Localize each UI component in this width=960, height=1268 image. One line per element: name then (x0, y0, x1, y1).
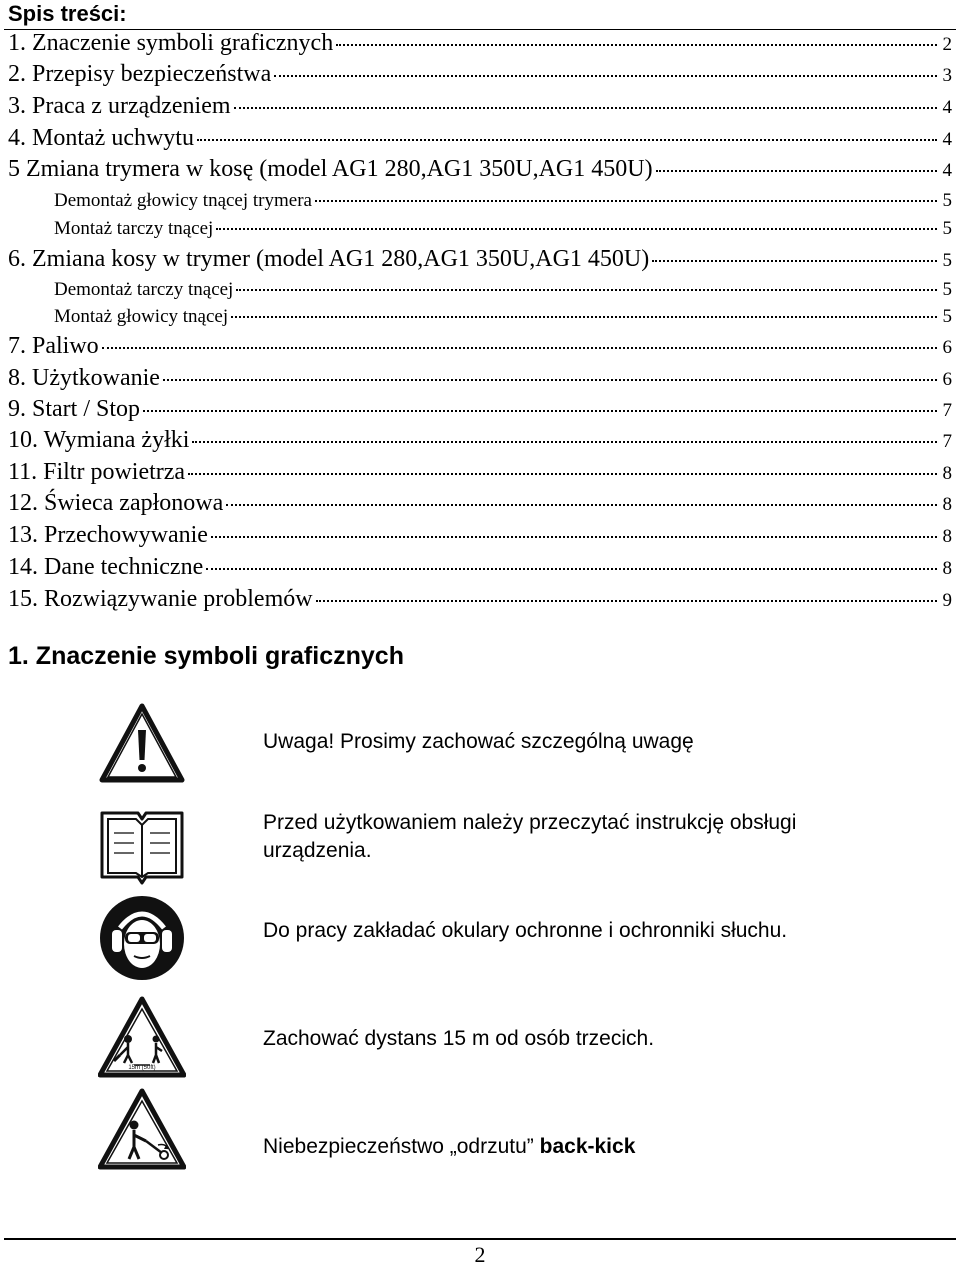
toc-entry[interactable] (0, 156, 960, 186)
toc-leader-dots (656, 170, 937, 172)
symbol-text-warning: Uwaga! Prosimy zachować szczególną uwagę (263, 730, 694, 753)
toc-entry-title: 6. Zmiana kosy w trymer (model AG1 280,AG1 350U,AG1 450U) (8, 246, 650, 272)
toc-entry-title: 10. Wymiana żyłki (8, 427, 190, 453)
kickback-danger-icon (98, 1087, 186, 1175)
toc-leader-dots (652, 260, 937, 262)
toc-heading: Spis treści: (8, 1, 127, 26)
toc-entry-page: 7 (942, 431, 952, 452)
toc-entry-page: 6 (942, 369, 952, 390)
symbol-text-protection: Do pracy zakładać okulary ochronne i ochronniki słuchu. (263, 919, 788, 942)
page-number: 2 (474, 1242, 486, 1267)
section-heading: 1. Znaczenie symboli graficznych (8, 642, 404, 670)
toc-leader-dots (163, 379, 937, 381)
symbol-text-kickback (263, 1133, 903, 1161)
toc-leader-dots (231, 316, 937, 318)
toc-entry-page: 4 (942, 129, 952, 150)
toc-entry-page: 8 (942, 494, 952, 515)
toc-entry[interactable] (0, 365, 960, 395)
toc-entry-title: 5 Zmiana trymera w kosę (model AG1 280,AG1 350U,AG1 450U) (8, 156, 653, 182)
toc-entry-title: 8. Użytkowanie (8, 365, 160, 391)
toc-entry-title: 14. Dane techniczne (8, 554, 204, 580)
toc-entry[interactable] (0, 459, 960, 489)
read-manual-book-icon (98, 803, 186, 891)
toc-leader-dots (102, 347, 937, 349)
toc-entry-title: 7. Paliwo (8, 333, 99, 359)
toc-entry-title: 3. Praca z urządzeniem (8, 93, 231, 119)
toc-entry-page: 8 (942, 463, 952, 484)
toc-leader-dots (234, 107, 937, 109)
toc-entry[interactable] (0, 554, 960, 584)
toc-leader-dots (226, 504, 937, 506)
toc-entry-page: 9 (942, 590, 952, 611)
toc-entry-title: 15. Rozwiązywanie problemów (8, 586, 313, 612)
toc-entry[interactable] (0, 246, 960, 276)
toc-entry-title: Montaż tarczy tnącej (54, 218, 214, 239)
toc-entry-title: 4. Montaż uchwytu (8, 125, 194, 151)
toc-entry-page: 4 (942, 160, 952, 181)
toc-entry-page: 8 (942, 526, 952, 547)
kickback-bold-text: back-kick (539, 1135, 636, 1158)
toc-entry-page: 8 (942, 558, 952, 579)
toc-leader-dots (211, 536, 937, 538)
toc-entry-title: Demontaż tarczy tnącej (54, 279, 234, 300)
distance-icon-label: 15m (50ft) (128, 1065, 156, 1071)
toc-entry-title: 2. Przepisy bezpieczeństwa (8, 61, 272, 87)
toc-entry[interactable] (0, 490, 960, 520)
toc-leader-dots (274, 75, 937, 77)
toc-entry[interactable] (0, 396, 960, 426)
warning-triangle-icon (98, 700, 186, 788)
toc-leader-dots (315, 200, 937, 202)
symbol-text-manual: Przed użytkowaniem należy przeczytać instrukcję obsługi urządzenia. (263, 811, 797, 862)
toc-entry-title: 13. Przechowywanie (8, 522, 208, 548)
toc-entry-page: 6 (942, 337, 952, 358)
toc-entry-page: 5 (942, 250, 952, 271)
toc-entry[interactable] (0, 333, 960, 363)
toc-entry-page: 4 (942, 97, 952, 118)
toc-leader-dots (143, 410, 937, 412)
toc-leader-dots (197, 139, 937, 141)
toc-entry-page: 5 (942, 218, 952, 239)
toc-entry[interactable] (0, 522, 960, 552)
toc-entry[interactable] (0, 125, 960, 155)
toc-entry[interactable] (0, 427, 960, 457)
toc-leader-dots (206, 568, 937, 570)
keep-distance-15m-icon (98, 995, 186, 1083)
toc-entry[interactable] (0, 30, 960, 60)
toc-entry-title: Demontaż głowicy tnącej trymera (54, 190, 312, 211)
toc-entry-page: 7 (942, 400, 952, 421)
toc-entry-page: 5 (942, 306, 952, 327)
toc-entry-title: 11. Filtr powietrza (8, 459, 186, 485)
toc-entry-page: 5 (942, 279, 952, 300)
symbol-text-distance: Zachować dystans 15 m od osób trzecich. (263, 1027, 655, 1050)
toc-entry[interactable] (0, 61, 960, 91)
toc-leader-dots (192, 441, 937, 443)
toc-entry-title: 12. Świeca zapłonowa (8, 490, 224, 516)
toc-entry[interactable] (0, 306, 960, 336)
toc-leader-dots (216, 228, 937, 230)
toc-entry-title: Montaż głowicy tnącej (54, 306, 229, 327)
toc-entry[interactable] (0, 279, 960, 309)
toc-entry[interactable] (0, 190, 960, 220)
toc-leader-dots (236, 289, 937, 291)
toc-entry-page: 3 (942, 65, 952, 86)
toc-entry-title: 9. Start / Stop (8, 396, 141, 422)
toc-leader-dots (316, 600, 937, 602)
eye-ear-protection-icon (98, 894, 186, 982)
toc-entry[interactable] (0, 586, 960, 616)
toc-entry-page: 2 (942, 34, 952, 55)
toc-entry[interactable] (0, 218, 960, 248)
toc-leader-dots (188, 473, 937, 475)
toc-entry-title: 1. Znaczenie symboli graficznych (8, 30, 334, 56)
toc-entry[interactable] (0, 93, 960, 123)
toc-entry-page: 5 (942, 190, 952, 211)
footer-divider (4, 1238, 956, 1240)
toc-leader-dots (336, 44, 937, 46)
kickback-text: Niebezpieczeństwo „odrzutu” (263, 1135, 540, 1158)
